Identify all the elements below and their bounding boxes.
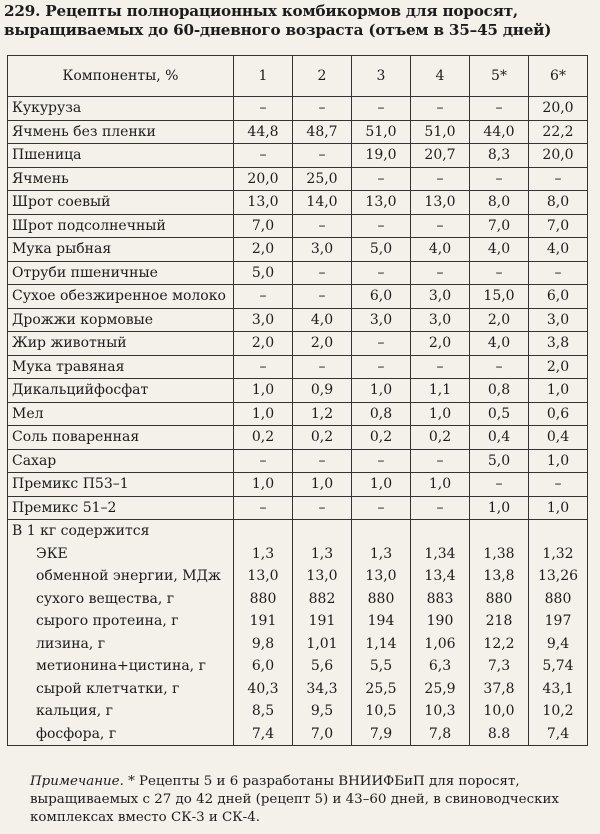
table-cell: 0,5 bbox=[470, 402, 529, 426]
component-name: Шрот подсолнечный bbox=[8, 214, 234, 238]
table-cell: – bbox=[411, 496, 470, 520]
table-cell: 10,5 bbox=[352, 700, 411, 723]
component-name: Кукуруза bbox=[8, 97, 234, 121]
table-cell: 10,0 bbox=[470, 700, 529, 723]
table-cell: 0,2 bbox=[293, 426, 352, 450]
table-row bbox=[8, 308, 588, 332]
table-cell: 6,0 bbox=[352, 285, 411, 309]
table-row bbox=[8, 449, 588, 473]
table-cell: 1,0 bbox=[529, 379, 588, 403]
component-name: Жир животный bbox=[8, 332, 234, 356]
table-cell: – bbox=[293, 214, 352, 238]
table-cell: 8,0 bbox=[470, 191, 529, 215]
table-cell: 34,3 bbox=[293, 678, 352, 701]
table-cell: 194 bbox=[352, 610, 411, 633]
table-cell-empty bbox=[234, 520, 293, 543]
table-cell: 2,0 bbox=[529, 355, 588, 379]
table-cell: 197 bbox=[529, 610, 588, 633]
table-cell: 4,0 bbox=[470, 332, 529, 356]
table-cell: 0,2 bbox=[234, 426, 293, 450]
table-row bbox=[8, 402, 588, 426]
table-cell: 43,1 bbox=[529, 678, 588, 701]
table-cell: 1,1 bbox=[411, 379, 470, 403]
table-cell-empty bbox=[411, 520, 470, 543]
table-cell: 7,0 bbox=[293, 723, 352, 746]
table-cell: 12,2 bbox=[470, 633, 529, 656]
table-cell: 13,0 bbox=[234, 191, 293, 215]
table-cell: 7,0 bbox=[529, 214, 588, 238]
table-cell: 0,4 bbox=[529, 426, 588, 450]
table-cell: 1,0 bbox=[529, 496, 588, 520]
table-row bbox=[8, 355, 588, 379]
table-cell: 2,0 bbox=[293, 332, 352, 356]
table-cell: 9,5 bbox=[293, 700, 352, 723]
component-name: Премикс П53–1 bbox=[8, 473, 234, 497]
table-cell: 25,9 bbox=[411, 678, 470, 701]
table-cell: 1,0 bbox=[234, 402, 293, 426]
table-cell: 1,32 bbox=[529, 543, 588, 566]
nutrient-row bbox=[8, 655, 588, 678]
table-cell: 3,0 bbox=[293, 238, 352, 262]
table-cell-empty bbox=[470, 520, 529, 543]
table-cell: 883 bbox=[411, 588, 470, 611]
table-cell: – bbox=[352, 261, 411, 285]
table-cell: – bbox=[470, 97, 529, 121]
table-cell: 0,2 bbox=[411, 426, 470, 450]
table-cell: – bbox=[352, 214, 411, 238]
table-cell: 6,0 bbox=[234, 655, 293, 678]
component-name: Соль поваренная bbox=[8, 426, 234, 450]
component-name: Премикс 51–2 bbox=[8, 496, 234, 520]
column-header: 1 bbox=[234, 56, 293, 97]
table-cell: 7,9 bbox=[352, 723, 411, 746]
table-row bbox=[8, 120, 588, 144]
nutrient-row bbox=[8, 723, 588, 746]
table-cell: 1,0 bbox=[352, 379, 411, 403]
table-cell: 25,5 bbox=[352, 678, 411, 701]
nutrient-name: сухого вещества, г bbox=[8, 588, 234, 611]
table-cell: 4,0 bbox=[411, 238, 470, 262]
table-row bbox=[8, 144, 588, 168]
nutrient-row bbox=[8, 543, 588, 566]
table-cell: 20,7 bbox=[411, 144, 470, 168]
table-cell: 191 bbox=[293, 610, 352, 633]
table-cell: 1,0 bbox=[293, 473, 352, 497]
nutrient-name: фосфора, г bbox=[8, 723, 234, 746]
table-cell: 13,0 bbox=[234, 565, 293, 588]
column-header: 5* bbox=[470, 56, 529, 97]
table-cell: 8.8 bbox=[470, 723, 529, 746]
table-cell: – bbox=[352, 355, 411, 379]
table-cell: 1,01 bbox=[293, 633, 352, 656]
contains-label: В 1 кг содержится bbox=[8, 520, 234, 543]
table-cell: 1,0 bbox=[411, 402, 470, 426]
footnote-text: * Рецепты 5 и 6 разработаны ВНИИФБиП для поросят, выращиваемых с 27 до 42 дней (рецепт 5) и 43–60 дней, в свиноводческих комплексах вместо СК-3 и СК-4. bbox=[30, 774, 559, 825]
table-cell: 9,4 bbox=[529, 633, 588, 656]
table-row bbox=[8, 496, 588, 520]
table-row bbox=[8, 261, 588, 285]
table-cell: – bbox=[411, 261, 470, 285]
component-name: Дикальцийфосфат bbox=[8, 379, 234, 403]
table-cell: – bbox=[470, 473, 529, 497]
column-header: Компоненты, % bbox=[8, 56, 234, 97]
table-cell: 13,0 bbox=[352, 565, 411, 588]
table-cell: 2,0 bbox=[234, 238, 293, 262]
table-cell: 4,0 bbox=[470, 238, 529, 262]
table-cell: 3,0 bbox=[529, 308, 588, 332]
component-name: Ячмень bbox=[8, 167, 234, 191]
table-row bbox=[8, 379, 588, 403]
nutrient-name: обменной энергии, МДж bbox=[8, 565, 234, 588]
table-cell: 880 bbox=[529, 588, 588, 611]
table-cell: 6,0 bbox=[529, 285, 588, 309]
table-cell: 1,3 bbox=[352, 543, 411, 566]
nutrient-name: ЭКЕ bbox=[8, 543, 234, 566]
table-cell: – bbox=[470, 167, 529, 191]
table-cell: 2,0 bbox=[411, 332, 470, 356]
table-cell: – bbox=[411, 167, 470, 191]
table-cell: 7,8 bbox=[411, 723, 470, 746]
table-cell: 1,0 bbox=[411, 473, 470, 497]
table-row bbox=[8, 473, 588, 497]
table-cell: 7,0 bbox=[470, 214, 529, 238]
table-cell: 7,0 bbox=[234, 214, 293, 238]
table-cell: 0,6 bbox=[529, 402, 588, 426]
table-cell: 5,0 bbox=[234, 261, 293, 285]
table-row bbox=[8, 97, 588, 121]
table-cell: 3,0 bbox=[411, 308, 470, 332]
table-cell: – bbox=[529, 167, 588, 191]
table-cell: 191 bbox=[234, 610, 293, 633]
recipes-table bbox=[7, 55, 588, 746]
table-cell: 4,0 bbox=[293, 308, 352, 332]
nutrient-name: сырого протеина, г bbox=[8, 610, 234, 633]
table-cell: – bbox=[352, 97, 411, 121]
component-name: Мел bbox=[8, 402, 234, 426]
table-cell: – bbox=[234, 355, 293, 379]
table-cell: 20,0 bbox=[529, 97, 588, 121]
table-cell: 44,8 bbox=[234, 120, 293, 144]
table-cell: 13,0 bbox=[411, 191, 470, 215]
table-cell: 0,8 bbox=[352, 402, 411, 426]
table-cell: 44,0 bbox=[470, 120, 529, 144]
table-cell: 0,2 bbox=[352, 426, 411, 450]
table-cell: – bbox=[234, 97, 293, 121]
table-cell: – bbox=[234, 144, 293, 168]
table-cell: 8,3 bbox=[470, 144, 529, 168]
nutrient-name: кальция, г bbox=[8, 700, 234, 723]
table-cell: 9,8 bbox=[234, 633, 293, 656]
table-cell: – bbox=[234, 496, 293, 520]
table-cell-empty bbox=[293, 520, 352, 543]
table-cell: 880 bbox=[234, 588, 293, 611]
table-cell-empty bbox=[529, 520, 588, 543]
table-cell: 882 bbox=[293, 588, 352, 611]
table-cell: 5,74 bbox=[529, 655, 588, 678]
component-name: Шрот соевый bbox=[8, 191, 234, 215]
table-cell: 1,0 bbox=[234, 473, 293, 497]
table-cell: 1,0 bbox=[470, 496, 529, 520]
column-header: 3 bbox=[352, 56, 411, 97]
table-row bbox=[8, 191, 588, 215]
table-cell: 5,6 bbox=[293, 655, 352, 678]
component-name: Мука травяная bbox=[8, 355, 234, 379]
nutrient-row bbox=[8, 700, 588, 723]
table-cell: 6,3 bbox=[411, 655, 470, 678]
component-name: Сухое обезжиренное молоко bbox=[8, 285, 234, 309]
table-cell: – bbox=[470, 355, 529, 379]
table-cell: – bbox=[470, 261, 529, 285]
component-name: Отруби пшеничные bbox=[8, 261, 234, 285]
table-cell: 10,3 bbox=[411, 700, 470, 723]
table-cell: 5,0 bbox=[470, 449, 529, 473]
table-cell: 13,0 bbox=[293, 565, 352, 588]
table-cell: 20,0 bbox=[234, 167, 293, 191]
nutrient-name: метионина+цистина, г bbox=[8, 655, 234, 678]
table-cell: 880 bbox=[470, 588, 529, 611]
table-cell: 218 bbox=[470, 610, 529, 633]
table-cell: 1,3 bbox=[234, 543, 293, 566]
table-cell: 13,4 bbox=[411, 565, 470, 588]
table-cell: 1,2 bbox=[293, 402, 352, 426]
table-cell: – bbox=[293, 144, 352, 168]
table-cell: 20,0 bbox=[529, 144, 588, 168]
table-cell: – bbox=[293, 449, 352, 473]
component-name: Ячмень без пленки bbox=[8, 120, 234, 144]
table-cell: – bbox=[529, 261, 588, 285]
table-cell: 13,8 bbox=[470, 565, 529, 588]
footnote bbox=[30, 773, 595, 827]
table-cell: 51,0 bbox=[411, 120, 470, 144]
table-cell: 2,0 bbox=[234, 332, 293, 356]
table-header-row bbox=[8, 56, 588, 97]
table-cell: 190 bbox=[411, 610, 470, 633]
table-cell: 51,0 bbox=[352, 120, 411, 144]
table-cell: 1,3 bbox=[293, 543, 352, 566]
table-cell: 37,8 bbox=[470, 678, 529, 701]
table-cell: – bbox=[352, 332, 411, 356]
table-cell: 4,0 bbox=[529, 238, 588, 262]
column-header: 4 bbox=[411, 56, 470, 97]
table-cell: 3,0 bbox=[352, 308, 411, 332]
table-row bbox=[8, 426, 588, 450]
nutrient-name: сырой клетчатки, г bbox=[8, 678, 234, 701]
table-cell: – bbox=[293, 285, 352, 309]
table-cell-empty bbox=[352, 520, 411, 543]
table-cell: 13,0 bbox=[352, 191, 411, 215]
table-cell: 7,4 bbox=[529, 723, 588, 746]
component-name: Сахар bbox=[8, 449, 234, 473]
table-cell: 3,0 bbox=[411, 285, 470, 309]
table-cell: 8,0 bbox=[529, 191, 588, 215]
table-cell: 0,8 bbox=[470, 379, 529, 403]
nutrient-name: лизина, г bbox=[8, 633, 234, 656]
table-cell: 3,0 bbox=[234, 308, 293, 332]
table-cell: 5,0 bbox=[352, 238, 411, 262]
component-name: Мука рыбная bbox=[8, 238, 234, 262]
table-cell: – bbox=[411, 449, 470, 473]
table-cell: 13,26 bbox=[529, 565, 588, 588]
table-cell: – bbox=[293, 355, 352, 379]
table-cell: – bbox=[293, 496, 352, 520]
table-cell: – bbox=[352, 496, 411, 520]
table-row bbox=[8, 285, 588, 309]
table-cell: – bbox=[529, 473, 588, 497]
table-cell: 1,0 bbox=[234, 379, 293, 403]
table-cell: 5,5 bbox=[352, 655, 411, 678]
column-header: 2 bbox=[293, 56, 352, 97]
table-cell: 880 bbox=[352, 588, 411, 611]
table-cell: 14,0 bbox=[293, 191, 352, 215]
table-cell: – bbox=[234, 449, 293, 473]
table-row bbox=[8, 332, 588, 356]
table-cell: 1,34 bbox=[411, 543, 470, 566]
table-cell: – bbox=[352, 167, 411, 191]
table-cell: 3,8 bbox=[529, 332, 588, 356]
table-cell: 1,0 bbox=[529, 449, 588, 473]
table-cell: – bbox=[293, 97, 352, 121]
table-cell: 48,7 bbox=[293, 120, 352, 144]
nutrient-row bbox=[8, 610, 588, 633]
table-cell: 2,0 bbox=[470, 308, 529, 332]
table-cell: – bbox=[234, 285, 293, 309]
page-title: 229. Рецепты полнорационных комбикормов для поросят, выращиваемых до 60-дневного возраста (отъем в 35–45 дней) bbox=[4, 2, 552, 39]
nutrient-row bbox=[8, 678, 588, 701]
table-cell: 1,0 bbox=[352, 473, 411, 497]
component-name: Пшеница bbox=[8, 144, 234, 168]
table-cell: 8,5 bbox=[234, 700, 293, 723]
table-cell: 0,4 bbox=[470, 426, 529, 450]
table-cell: – bbox=[411, 97, 470, 121]
table-cell: 19,0 bbox=[352, 144, 411, 168]
table-cell: – bbox=[411, 214, 470, 238]
table-row bbox=[8, 214, 588, 238]
table-cell: 0,9 bbox=[293, 379, 352, 403]
table-cell: 1,38 bbox=[470, 543, 529, 566]
table-cell: 7,4 bbox=[234, 723, 293, 746]
table-cell: 15,0 bbox=[470, 285, 529, 309]
component-name: Дрожжи кормовые bbox=[8, 308, 234, 332]
table-cell: 1,14 bbox=[352, 633, 411, 656]
nutrient-row bbox=[8, 565, 588, 588]
nutrient-row bbox=[8, 633, 588, 656]
contains-header-row bbox=[8, 520, 588, 543]
table-cell: 40,3 bbox=[234, 678, 293, 701]
table-cell: – bbox=[293, 261, 352, 285]
column-header: 6* bbox=[529, 56, 588, 97]
table-cell: 22,2 bbox=[529, 120, 588, 144]
table-cell: 1,06 bbox=[411, 633, 470, 656]
table-row bbox=[8, 167, 588, 191]
table-cell: 25,0 bbox=[293, 167, 352, 191]
nutrient-row bbox=[8, 588, 588, 611]
table-cell: 10,2 bbox=[529, 700, 588, 723]
table-row bbox=[8, 238, 588, 262]
table-cell: – bbox=[352, 449, 411, 473]
table-cell: 7,3 bbox=[470, 655, 529, 678]
footnote-label: Примечание. bbox=[30, 774, 124, 789]
table-cell: – bbox=[411, 355, 470, 379]
